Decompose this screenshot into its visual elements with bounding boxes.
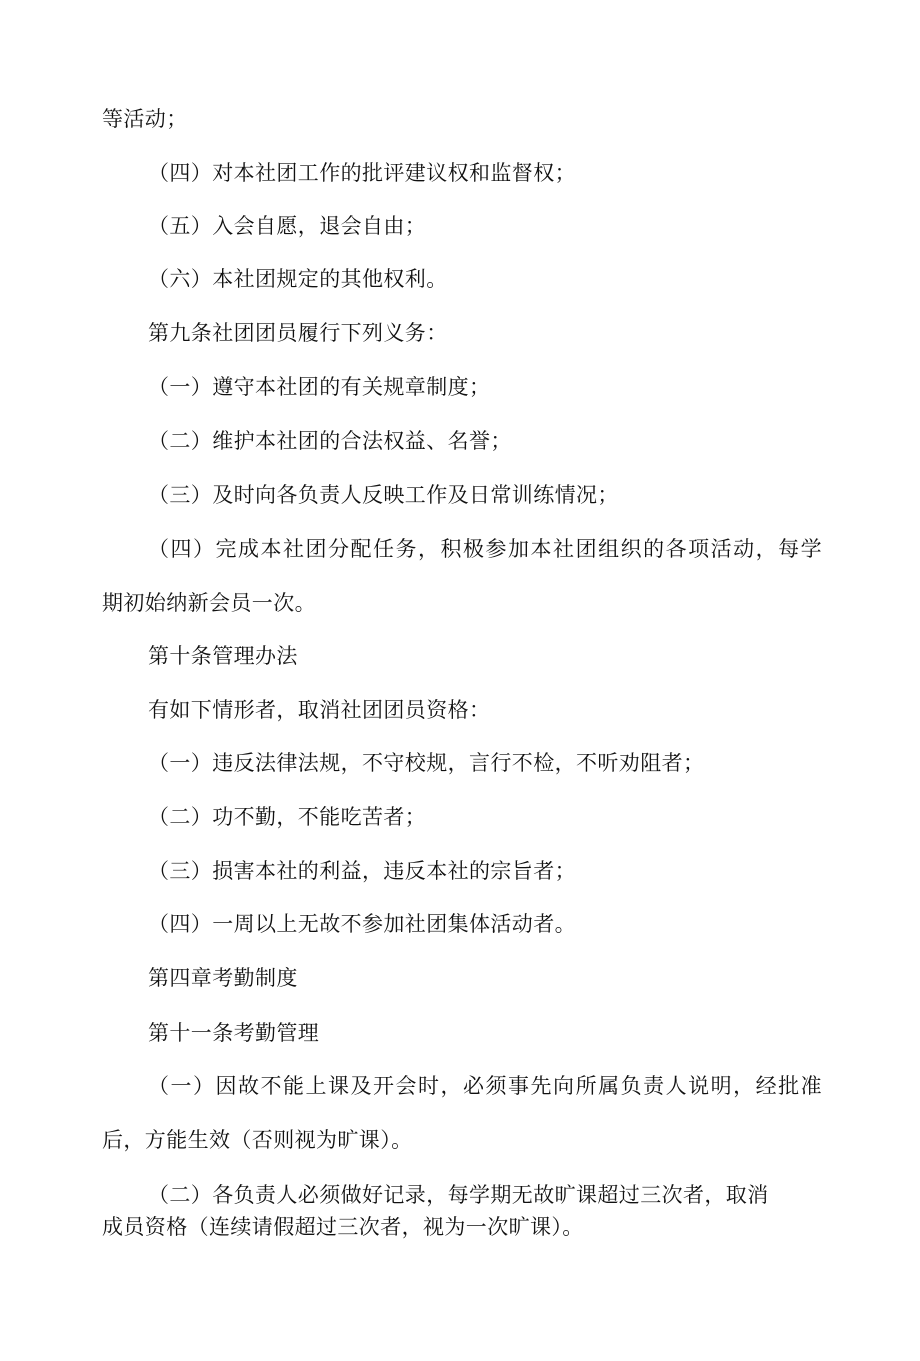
text-line-9: （四）完成本社团分配任务，积极参加本社团组织的各项活动，每学 xyxy=(148,537,822,561)
text-line-16: （四）一周以上无故不参加社团集体活动者。 xyxy=(148,912,576,936)
text-line-8: （三）及时向各负责人反映工作及日常训练情况； xyxy=(148,483,619,507)
text-line-21: （二）各负责人必须做好记录，每学期无故旷课超过三次者，取消 xyxy=(148,1183,769,1207)
text-line-12: 有如下情形者，取消社团团员资格： xyxy=(148,698,491,722)
text-line-14: （二）功不勤，不能吃苦者； xyxy=(148,805,427,829)
text-line-1: 等活动； xyxy=(102,107,188,131)
text-line-15: （三）损害本社的利益，违反本社的宗旨者； xyxy=(148,859,576,883)
text-line-6: （一）遵守本社团的有关规章制度； xyxy=(148,375,491,399)
text-line-17: 第四章考勤制度 xyxy=(148,966,298,990)
text-line-3: （五）入会自愿，退会自由； xyxy=(148,214,427,238)
text-line-2: （四）对本社团工作的批评建议权和监督权； xyxy=(148,161,576,185)
text-line-5: 第九条社团团员履行下列义务： xyxy=(148,321,448,345)
text-line-7: （二）维护本社团的合法权益、名誉； xyxy=(148,429,512,453)
text-line-10: 期初始纳新会员一次。 xyxy=(102,591,316,615)
text-line-18: 第十一条考勤管理 xyxy=(148,1021,320,1045)
text-line-22: 成员资格（连续请假超过三次者，视为一次旷课）。 xyxy=(102,1215,584,1239)
text-line-11: 第十条管理办法 xyxy=(148,644,298,668)
text-line-13: （一）违反法律法规，不守校规，言行不检，不听劝阻者； xyxy=(148,751,705,775)
text-line-19: （一）因故不能上课及开会时，必须事先向所属负责人说明，经批准 xyxy=(148,1074,822,1098)
text-line-4: （六）本社团规定的其他权利。 xyxy=(148,267,448,291)
text-line-20: 后，方能生效（否则视为旷课）。 xyxy=(102,1128,413,1152)
